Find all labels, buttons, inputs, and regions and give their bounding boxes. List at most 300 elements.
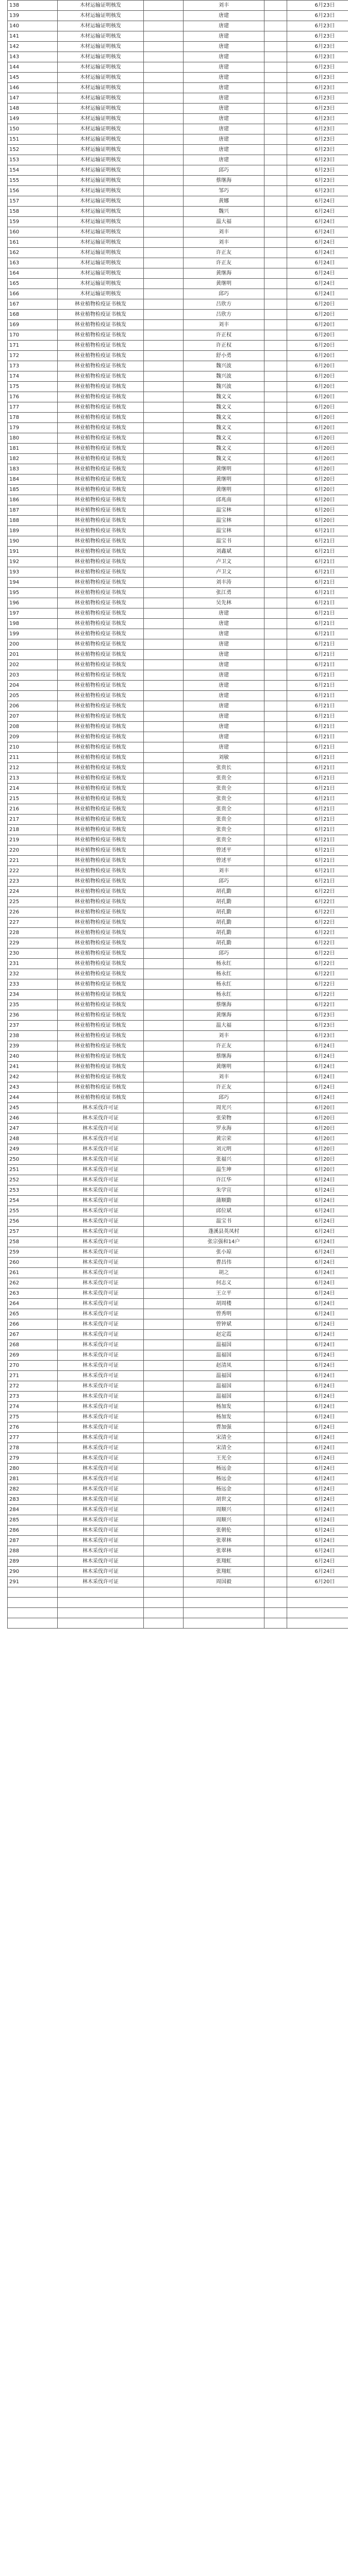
applicant-cell: 曾秀明	[184, 1309, 264, 1319]
empty-cell	[144, 42, 184, 52]
table-row	[8, 495, 348, 505]
empty-cell	[144, 289, 184, 299]
empty-cell	[144, 176, 184, 186]
table-row	[8, 629, 348, 639]
empty-cell	[144, 918, 184, 928]
table-row	[8, 341, 348, 351]
table-row	[8, 1206, 348, 1216]
applicant-cell: 张翔虹	[184, 1556, 264, 1567]
date-cell: 6月24日	[287, 1216, 348, 1227]
empty-cell	[144, 433, 184, 444]
date-cell: 6月24日	[287, 1392, 348, 1402]
applicant-cell: 吕欣方	[184, 299, 264, 310]
item-name-cell: 林木采伐许可证	[58, 1134, 144, 1144]
empty-cell	[264, 1175, 287, 1185]
empty-cell	[264, 1515, 287, 1526]
empty-cell	[144, 1484, 184, 1495]
applicant-cell: 刘鑫斌	[184, 547, 264, 557]
table-row	[8, 567, 348, 578]
empty-cell	[264, 1474, 287, 1484]
table-row	[8, 83, 348, 93]
empty-cell	[144, 402, 184, 413]
empty-cell	[264, 608, 287, 619]
table-row	[8, 845, 348, 856]
empty-cell	[264, 1134, 287, 1144]
applicant-cell: 蒲顺勤	[184, 1196, 264, 1206]
row-number-cell: 250	[8, 1155, 58, 1165]
applicant-cell: 黄继明	[184, 1062, 264, 1072]
date-cell: 6月23日	[287, 134, 348, 145]
date-cell: 6月21日	[287, 794, 348, 804]
applicant-cell: 唐建	[184, 629, 264, 639]
empty-cell	[144, 11, 184, 21]
applicant-cell: 魏文义	[184, 454, 264, 464]
empty-cell	[144, 1608, 184, 1618]
date-cell: 6月22日	[287, 918, 348, 928]
empty-cell	[144, 485, 184, 495]
applicant-cell: 张翔虹	[184, 1567, 264, 1577]
applicant-cell: 魏兴波	[184, 382, 264, 392]
empty-row	[8, 1608, 348, 1618]
row-number-cell: 240	[8, 1052, 58, 1062]
row-number-cell: 225	[8, 897, 58, 907]
empty-cell	[264, 907, 287, 918]
empty-cell	[264, 227, 287, 238]
row-number-cell: 165	[8, 279, 58, 289]
applicant-cell: 魏文义	[184, 392, 264, 402]
date-cell: 6月24日	[287, 1309, 348, 1319]
table-row	[8, 165, 348, 176]
date-cell: 6月24日	[287, 217, 348, 227]
row-number-cell: 187	[8, 505, 58, 516]
empty-cell	[264, 516, 287, 526]
row-number-cell: 213	[8, 773, 58, 784]
empty-cell	[264, 1093, 287, 1103]
applicant-cell: 许正权	[184, 330, 264, 341]
date-cell: 6月24日	[287, 248, 348, 258]
applicant-cell: 唐建	[184, 124, 264, 134]
row-number-cell: 267	[8, 1330, 58, 1340]
applicant-cell: 邱位斌	[184, 1206, 264, 1216]
date-cell: 6月23日	[287, 155, 348, 165]
row-number-cell: 168	[8, 310, 58, 320]
date-cell: 6月24日	[287, 1567, 348, 1577]
row-number-cell: 262	[8, 1278, 58, 1289]
applicant-cell: 温宝林	[184, 526, 264, 536]
empty-cell	[264, 1371, 287, 1381]
empty-cell	[144, 763, 184, 773]
empty-cell	[144, 93, 184, 104]
empty-cell	[264, 361, 287, 371]
date-cell: 6月20日	[287, 1144, 348, 1155]
date-cell: 6月23日	[287, 93, 348, 104]
row-number-cell: 152	[8, 145, 58, 155]
item-name-cell: 林木采伐许可证	[58, 1453, 144, 1464]
item-name-cell: 林木采伐许可证	[58, 1175, 144, 1185]
row-number-cell: 282	[8, 1484, 58, 1495]
applicant-cell: 唐建	[184, 691, 264, 701]
row-number-cell: 203	[8, 670, 58, 681]
empty-cell	[264, 979, 287, 990]
applicant-cell: 温福国	[184, 1340, 264, 1350]
item-name-cell: 林木采伐许可证	[58, 1474, 144, 1484]
applicant-cell: 刘丰涛	[184, 578, 264, 588]
empty-cell	[144, 31, 184, 42]
empty-cell	[144, 1103, 184, 1113]
table-row	[8, 1474, 348, 1484]
item-name-cell: 林业植物检疫证书核发	[58, 320, 144, 330]
row-number-cell: 259	[8, 1247, 58, 1258]
item-name-cell: 林业植物检疫证书核发	[58, 1031, 144, 1041]
empty-cell	[144, 444, 184, 454]
date-cell: 6月24日	[287, 196, 348, 207]
applicant-cell: 唐建	[184, 52, 264, 62]
applicant-cell: 胡孔勤	[184, 928, 264, 938]
empty-cell	[144, 1021, 184, 1031]
empty-cell	[144, 165, 184, 176]
item-name-cell: 林业植物检疫证书核发	[58, 979, 144, 990]
empty-cell	[144, 547, 184, 557]
table-row	[8, 114, 348, 124]
empty-cell	[144, 268, 184, 279]
table-row	[8, 804, 348, 815]
item-name-cell: 林业植物检疫证书核发	[58, 1082, 144, 1093]
date-cell: 6月24日	[287, 1258, 348, 1268]
empty-cell	[264, 1350, 287, 1361]
date-cell: 6月21日	[287, 567, 348, 578]
applicant-cell: 朱学宣	[184, 1185, 264, 1196]
table-row	[8, 1340, 348, 1350]
empty-cell	[264, 1144, 287, 1155]
applicant-cell: 魏文义	[184, 444, 264, 454]
applicant-cell: 杨永红	[184, 990, 264, 1000]
applicant-cell: 何志义	[184, 1278, 264, 1289]
applicant-cell: 唐建	[184, 83, 264, 93]
empty-cell	[264, 207, 287, 217]
item-name-cell: 林木采伐许可证	[58, 1340, 144, 1350]
empty-cell	[287, 1598, 348, 1608]
empty-cell	[264, 330, 287, 341]
date-cell: 6月21日	[287, 557, 348, 567]
applicant-cell: 魏兴波	[184, 371, 264, 382]
empty-cell	[144, 979, 184, 990]
row-number-cell: 181	[8, 444, 58, 454]
empty-cell	[264, 392, 287, 402]
table-row	[8, 248, 348, 258]
empty-cell	[264, 474, 287, 485]
row-number-cell: 160	[8, 227, 58, 238]
date-cell: 6月23日	[287, 186, 348, 196]
empty-cell	[264, 1227, 287, 1237]
date-cell: 6月20日	[287, 485, 348, 495]
empty-cell	[144, 753, 184, 763]
empty-cell	[264, 1567, 287, 1577]
row-number-cell: 246	[8, 1113, 58, 1124]
date-cell: 6月20日	[287, 454, 348, 464]
date-cell: 6月24日	[287, 1505, 348, 1515]
applicant-cell: 张江勇	[184, 588, 264, 598]
row-number-cell: 274	[8, 1402, 58, 1412]
row-number-cell: 245	[8, 1103, 58, 1113]
empty-cell	[144, 629, 184, 639]
item-name-cell: 林木采伐许可证	[58, 1309, 144, 1319]
date-cell: 6月23日	[287, 176, 348, 186]
empty-cell	[144, 299, 184, 310]
empty-cell	[264, 629, 287, 639]
row-number-cell: 191	[8, 547, 58, 557]
empty-cell	[264, 1299, 287, 1309]
empty-cell	[144, 1000, 184, 1010]
empty-cell	[264, 856, 287, 866]
date-cell: 6月24日	[287, 207, 348, 217]
item-name-cell: 木材运输证明核发	[58, 176, 144, 186]
row-number-cell: 207	[8, 711, 58, 722]
row-number-cell: 226	[8, 907, 58, 918]
applicant-cell: 魏兴	[184, 207, 264, 217]
row-number-cell: 231	[8, 959, 58, 969]
empty-cell	[264, 1392, 287, 1402]
item-name-cell: 林木采伐许可证	[58, 1412, 144, 1422]
empty-cell	[264, 444, 287, 454]
applicant-cell: 刘丰	[184, 866, 264, 876]
applicant-cell: 胡之	[184, 1268, 264, 1278]
empty-cell	[287, 1618, 348, 1629]
row-number-cell: 224	[8, 887, 58, 897]
empty-cell	[144, 959, 184, 969]
empty-cell	[264, 1443, 287, 1453]
row-number-cell: 252	[8, 1175, 58, 1185]
empty-cell	[264, 1072, 287, 1082]
empty-cell	[264, 948, 287, 959]
date-cell: 6月24日	[287, 1371, 348, 1381]
empty-cell	[144, 516, 184, 526]
row-number-cell: 159	[8, 217, 58, 227]
date-cell: 6月24日	[287, 227, 348, 238]
item-name-cell: 林业植物检疫证书核发	[58, 351, 144, 361]
empty-cell	[144, 1227, 184, 1237]
item-name-cell: 林业植物检疫证书核发	[58, 773, 144, 784]
applicant-cell: 魏文义	[184, 402, 264, 413]
applicant-cell: 杨远金	[184, 1484, 264, 1495]
applicant-cell: 蔡继海	[184, 176, 264, 186]
empty-cell	[264, 1484, 287, 1495]
row-number-cell: 190	[8, 536, 58, 547]
empty-cell	[144, 567, 184, 578]
row-number-cell: 158	[8, 207, 58, 217]
item-name-cell: 林业植物检疫证书核发	[58, 454, 144, 464]
table-row	[8, 578, 348, 588]
applicant-cell: 张荣物	[184, 1113, 264, 1124]
table-row	[8, 21, 348, 31]
date-cell: 6月21日	[287, 598, 348, 608]
table-row	[8, 31, 348, 42]
item-name-cell: 林木采伐许可证	[58, 1319, 144, 1330]
empty-cell	[144, 588, 184, 598]
applicant-cell: 唐建	[184, 608, 264, 619]
empty-cell	[264, 1082, 287, 1093]
empty-cell	[144, 83, 184, 93]
item-name-cell: 林业植物检疫证书核发	[58, 825, 144, 835]
applicant-cell: 蔡继海	[184, 1052, 264, 1062]
empty-cell	[264, 825, 287, 835]
item-name-cell: 林业植物检疫证书核发	[58, 804, 144, 815]
row-number-cell: 254	[8, 1196, 58, 1206]
date-cell: 6月21日	[287, 763, 348, 773]
applicant-cell: 刘丰	[184, 1031, 264, 1041]
row-number-cell: 227	[8, 918, 58, 928]
item-name-cell: 林业植物检疫证书核发	[58, 1062, 144, 1072]
date-cell: 6月20日	[287, 505, 348, 516]
row-number-cell: 283	[8, 1495, 58, 1505]
empty-cell	[264, 1010, 287, 1021]
empty-cell	[264, 701, 287, 711]
empty-cell	[8, 1598, 58, 1608]
empty-cell	[144, 866, 184, 876]
row-number-cell: 214	[8, 784, 58, 794]
date-cell: 6月24日	[287, 1052, 348, 1062]
item-name-cell: 木材运输证明核发	[58, 145, 144, 155]
table-row	[8, 371, 348, 382]
row-number-cell: 174	[8, 371, 58, 382]
item-name-cell: 林业植物检疫证书核发	[58, 670, 144, 681]
item-name-cell: 林木采伐许可证	[58, 1144, 144, 1155]
item-name-cell: 木材运输证明核发	[58, 248, 144, 258]
applicant-cell: 曾述平	[184, 845, 264, 856]
date-cell: 6月24日	[287, 1196, 348, 1206]
table-row	[8, 670, 348, 681]
applicant-cell: 黄继海	[184, 1010, 264, 1021]
row-number-cell: 189	[8, 526, 58, 536]
empty-cell	[264, 1361, 287, 1371]
item-name-cell: 林木采伐许可证	[58, 1422, 144, 1433]
date-cell: 6月20日	[287, 1165, 348, 1175]
table-row	[8, 969, 348, 979]
item-name-cell: 林业植物检疫证书核发	[58, 1021, 144, 1031]
empty-cell	[287, 1587, 348, 1598]
row-number-cell: 146	[8, 83, 58, 93]
date-cell: 6月23日	[287, 1, 348, 11]
item-name-cell: 林业植物检疫证书核发	[58, 784, 144, 794]
empty-cell	[144, 1010, 184, 1021]
row-number-cell: 175	[8, 382, 58, 392]
table-row	[8, 145, 348, 155]
empty-cell	[264, 289, 287, 299]
date-cell: 6月24日	[287, 1474, 348, 1484]
row-number-cell: 210	[8, 742, 58, 753]
applicant-cell: 黄娜	[184, 196, 264, 207]
table-row	[8, 784, 348, 794]
empty-cell	[144, 1567, 184, 1577]
table-row	[8, 526, 348, 536]
empty-cell	[144, 1196, 184, 1206]
empty-cell	[144, 1237, 184, 1247]
date-cell: 6月20日	[287, 320, 348, 330]
empty-cell	[264, 1340, 287, 1350]
table-row	[8, 73, 348, 83]
date-cell: 6月23日	[287, 1010, 348, 1021]
empty-cell	[144, 1371, 184, 1381]
empty-cell	[144, 794, 184, 804]
table-row	[8, 990, 348, 1000]
date-cell: 6月22日	[287, 990, 348, 1000]
applicant-cell: 许正友	[184, 1041, 264, 1052]
table-row	[8, 104, 348, 114]
applicant-cell: 杨永红	[184, 979, 264, 990]
date-cell: 6月24日	[287, 1247, 348, 1258]
empty-cell	[264, 145, 287, 155]
empty-cell	[264, 619, 287, 629]
empty-cell	[144, 1464, 184, 1474]
table-row	[8, 1134, 348, 1144]
empty-cell	[144, 1453, 184, 1464]
table-row	[8, 52, 348, 62]
empty-cell	[264, 1556, 287, 1567]
empty-cell	[264, 176, 287, 186]
item-name-cell: 林木采伐许可证	[58, 1185, 144, 1196]
table-row	[8, 1155, 348, 1165]
table-row	[8, 608, 348, 619]
row-number-cell: 197	[8, 608, 58, 619]
table-row	[8, 444, 348, 454]
item-name-cell: 林木采伐许可证	[58, 1155, 144, 1165]
table-row	[8, 176, 348, 186]
spreadsheet	[7, 0, 341, 1629]
table-row	[8, 1484, 348, 1495]
table-row	[8, 794, 348, 804]
empty-cell	[144, 1185, 184, 1196]
empty-cell	[184, 1598, 264, 1608]
applicant-cell: 刘丰	[184, 320, 264, 330]
date-cell: 6月21日	[287, 815, 348, 825]
row-number-cell: 255	[8, 1206, 58, 1216]
applicant-cell: 邱巧	[184, 289, 264, 299]
date-cell: 6月24日	[287, 1041, 348, 1052]
applicant-cell: 邱巧	[184, 876, 264, 887]
table-row	[8, 1289, 348, 1299]
table-row	[8, 1392, 348, 1402]
row-number-cell: 249	[8, 1144, 58, 1155]
empty-cell	[264, 887, 287, 897]
empty-cell	[144, 1340, 184, 1350]
table-row	[8, 413, 348, 423]
applicant-cell: 唐建	[184, 701, 264, 711]
empty-cell	[264, 660, 287, 670]
item-name-cell: 林业植物检疫证书核发	[58, 732, 144, 742]
empty-cell	[264, 1464, 287, 1474]
row-number-cell: 147	[8, 93, 58, 104]
date-cell: 6月24日	[287, 1495, 348, 1505]
row-number-cell: 162	[8, 248, 58, 258]
applicant-cell: 黄宗荣	[184, 1134, 264, 1144]
item-name-cell: 木材运输证明核发	[58, 268, 144, 279]
empty-cell	[144, 310, 184, 320]
table-row	[8, 1278, 348, 1289]
empty-cell	[264, 742, 287, 753]
empty-cell	[264, 165, 287, 176]
table-row	[8, 1113, 348, 1124]
item-name-cell: 林业植物检疫证书核发	[58, 402, 144, 413]
empty-cell	[264, 1422, 287, 1433]
empty-cell	[144, 1278, 184, 1289]
row-number-cell: 182	[8, 454, 58, 464]
date-cell: 6月20日	[287, 413, 348, 423]
table-row	[8, 1402, 348, 1412]
row-number-cell: 261	[8, 1268, 58, 1278]
table-row	[8, 1412, 348, 1422]
empty-cell	[184, 1618, 264, 1629]
empty-cell	[144, 639, 184, 650]
empty-cell	[264, 1165, 287, 1175]
